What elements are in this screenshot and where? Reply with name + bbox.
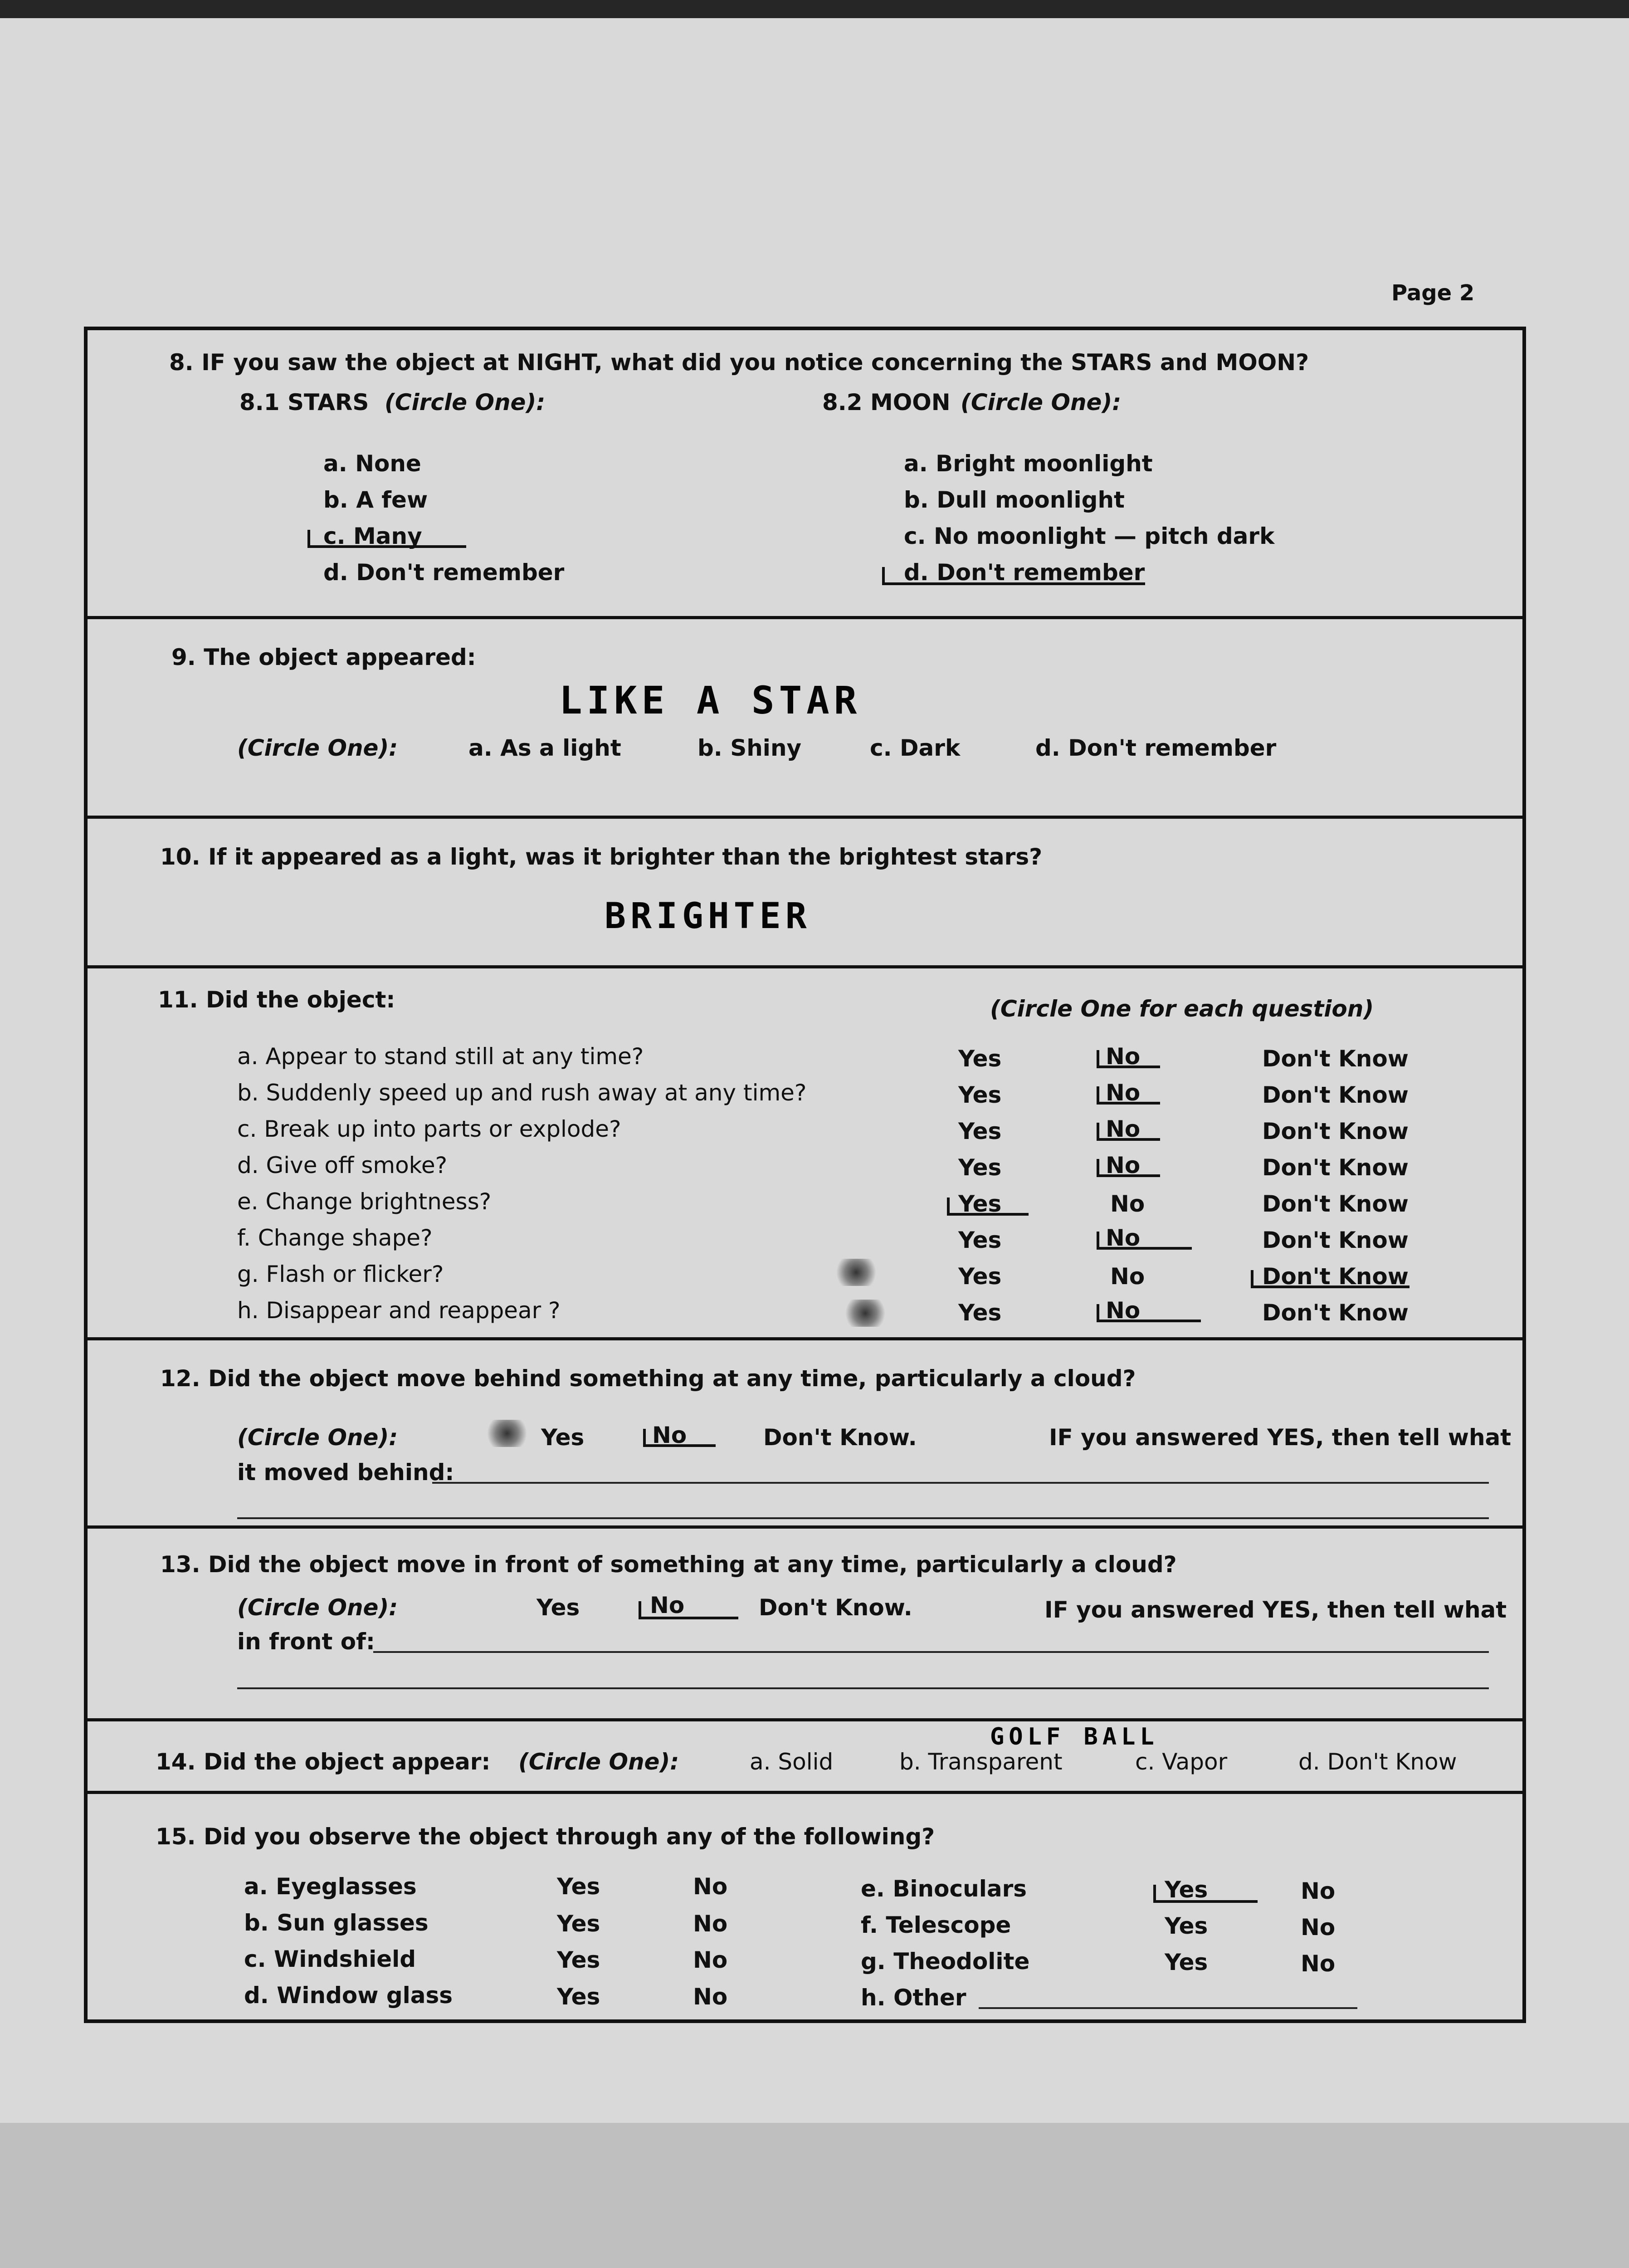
yes-option[interactable]: Yes: [958, 1191, 1002, 1217]
question-12-no[interactable]: No: [652, 1422, 687, 1448]
moon-d-checkmark: [882, 567, 1145, 585]
row-label: e. Binoculars: [861, 1876, 1027, 1902]
no-option[interactable]: No: [693, 1873, 728, 1900]
row-label: h. Disappear and reappear ?: [237, 1297, 561, 1324]
question-14-option-c[interactable]: c. Vapor: [1135, 1749, 1228, 1775]
scan-background: [0, 2123, 1629, 2268]
yes-option[interactable]: Yes: [1165, 1877, 1208, 1903]
dont-know-option[interactable]: Don't Know: [1262, 1154, 1409, 1181]
question-13-no-checkmark: [639, 1601, 738, 1619]
no-checkmark: [1097, 1159, 1160, 1177]
no-option[interactable]: No: [1301, 1914, 1336, 1941]
question-9-section: [88, 616, 1522, 816]
no-checkmark: [1097, 1123, 1160, 1141]
yes-option[interactable]: Yes: [958, 1082, 1002, 1108]
stars-heading: 8.1 STARS: [239, 389, 369, 415]
other-answer-line[interactable]: [979, 2007, 1357, 2009]
question-13-section: [88, 1525, 1522, 1718]
row-label: d. Window glass: [244, 1982, 453, 2009]
answer-line[interactable]: [432, 1482, 1489, 1484]
dont-know-option[interactable]: Don't Know: [1262, 1227, 1409, 1253]
no-option[interactable]: No: [693, 1911, 728, 1937]
question-10-section: [88, 816, 1522, 965]
question-9-option-a[interactable]: a. As a light: [468, 735, 621, 761]
row-label: g. Theodolite: [861, 1948, 1030, 1975]
question-11-section: [88, 965, 1522, 1337]
row-label: b. Suddenly speed up and rush away at any time?: [237, 1080, 807, 1106]
row-label: a. Appear to stand still at any time?: [237, 1043, 644, 1070]
no-option[interactable]: No: [1106, 1225, 1141, 1251]
question-15-section: [88, 1791, 1522, 2020]
question-14-hint: (Circle One):: [518, 1749, 679, 1775]
question-8-section: [88, 330, 1522, 616]
question-9-hint: (Circle One):: [237, 735, 398, 761]
dont-know-option[interactable]: Don't Know: [1262, 1191, 1409, 1217]
question-12-followup: IF you answered YES, then tell what: [1049, 1424, 1512, 1451]
yes-option[interactable]: Yes: [557, 1947, 600, 1973]
question-12-section: [88, 1337, 1522, 1525]
dont-know-option[interactable]: Don't Know: [1262, 1082, 1409, 1108]
yes-option[interactable]: Yes: [1165, 1913, 1208, 1939]
row-label: e. Change brightness?: [237, 1188, 492, 1215]
dont-know-option[interactable]: Don't Know: [1262, 1118, 1409, 1144]
question-13-dont-know[interactable]: Don't Know.: [759, 1594, 912, 1621]
no-option[interactable]: No: [1106, 1080, 1141, 1106]
stars-option-d[interactable]: d. Don't remember: [323, 559, 565, 586]
question-9-text: 9. The object appeared:: [171, 644, 476, 670]
dont-know-option[interactable]: Don't Know: [1262, 1300, 1409, 1326]
no-option[interactable]: No: [693, 1984, 728, 2010]
question-8-text: 8. IF you saw the object at NIGHT, what did you notice concerning the STARS and MOON?: [169, 349, 1309, 376]
moon-option-a[interactable]: a. Bright moonlight: [904, 450, 1153, 477]
question-12-yes[interactable]: Yes: [541, 1424, 585, 1451]
question-14-option-a[interactable]: a. Solid: [750, 1749, 834, 1775]
row-label: b. Sun glasses: [244, 1910, 429, 1936]
yes-option[interactable]: Yes: [557, 1911, 600, 1937]
no-option[interactable]: No: [1301, 1950, 1336, 1977]
question-9-option-c[interactable]: c. Dark: [870, 735, 961, 761]
question-12-hint: (Circle One):: [237, 1424, 398, 1451]
ink-smudge: [482, 1420, 532, 1447]
no-option[interactable]: No: [1106, 1116, 1141, 1142]
stars-option-b[interactable]: b. A few: [323, 487, 428, 513]
moon-heading: 8.2 MOON: [822, 389, 951, 415]
moon-hint: (Circle One):: [961, 389, 1122, 415]
no-checkmark: [1097, 1232, 1192, 1250]
stars-option-a[interactable]: a. None: [323, 450, 421, 477]
yes-option[interactable]: Yes: [958, 1118, 1002, 1144]
dont-know-option[interactable]: Don't Know: [1262, 1046, 1409, 1072]
questionnaire-form: [84, 327, 1526, 2023]
stars-option-c[interactable]: c. Many: [323, 523, 422, 549]
yes-option[interactable]: Yes: [557, 1984, 600, 2010]
question-13-no[interactable]: No: [650, 1592, 685, 1618]
yes-option[interactable]: Yes: [958, 1046, 1002, 1072]
row-label: f. Change shape?: [237, 1225, 433, 1251]
yes-checkmark: [1153, 1885, 1258, 1903]
question-13-hint: (Circle One):: [237, 1594, 398, 1621]
answer-line[interactable]: [237, 1517, 1489, 1519]
question-14-handwritten-answer: GOLF BALL: [990, 1723, 1159, 1750]
row-label: d. Give off smoke?: [237, 1152, 448, 1178]
yes-option[interactable]: Yes: [958, 1300, 1002, 1326]
ink-smudge: [831, 1259, 881, 1286]
no-option[interactable]: No: [1110, 1191, 1145, 1217]
question-10-handwritten-answer: BRIGHTER: [605, 896, 811, 937]
question-12-no-checkmark: [643, 1429, 716, 1447]
row-label: c. Windshield: [244, 1946, 416, 1972]
question-14-section: [88, 1718, 1522, 1791]
no-option[interactable]: No: [1106, 1297, 1141, 1324]
ink-smudge: [840, 1300, 890, 1327]
row-label: a. Eyeglasses: [244, 1873, 417, 1900]
no-option[interactable]: No: [1301, 1878, 1336, 1904]
no-checkmark: [1097, 1050, 1160, 1068]
row-label: g. Flash or flicker?: [237, 1261, 444, 1287]
question-14-option-b[interactable]: b. Transparent: [899, 1749, 1063, 1775]
no-checkmark: [1097, 1304, 1201, 1322]
question-9-handwritten-answer: LIKE A STAR: [559, 678, 862, 723]
yes-option[interactable]: Yes: [958, 1154, 1002, 1181]
yes-option[interactable]: Yes: [1165, 1949, 1208, 1975]
no-option[interactable]: No: [1110, 1263, 1145, 1290]
question-9-option-b[interactable]: b. Shiny: [697, 735, 802, 761]
question-10-text: 10. If it appeared as a light, was it brighter than the brightest stars?: [160, 844, 1043, 870]
answer-line[interactable]: [373, 1651, 1489, 1653]
row-label: f. Telescope: [861, 1912, 1011, 1938]
no-option[interactable]: No: [1106, 1152, 1141, 1178]
no-checkmark: [1097, 1086, 1160, 1105]
question-14-text: 14. Did the object appear:: [156, 1749, 491, 1775]
no-option[interactable]: No: [1106, 1043, 1141, 1070]
row-label: c. Break up into parts or explode?: [237, 1116, 621, 1142]
question-13-text: 13. Did the object move in front of something at any time, particularly a cloud?: [160, 1551, 1177, 1578]
no-option[interactable]: No: [693, 1947, 728, 1973]
question-11-hint: (Circle One for each question): [990, 996, 1374, 1022]
moon-option-d[interactable]: d. Don't remember: [904, 559, 1145, 586]
question-11-text: 11. Did the object:: [158, 987, 395, 1013]
question-12-followup-label: it moved behind:: [237, 1459, 454, 1486]
stars-c-checkmark: [307, 530, 466, 548]
yes-option[interactable]: Yes: [958, 1263, 1002, 1290]
yes-option[interactable]: Yes: [557, 1873, 600, 1900]
row-label: h. Other: [861, 1984, 966, 2011]
question-13-followup-label: in front of:: [237, 1628, 375, 1655]
stars-hint: (Circle One):: [385, 389, 546, 415]
dont-know-option[interactable]: Don't Know: [1262, 1263, 1409, 1290]
dont-know-checkmark: [1251, 1270, 1410, 1288]
question-14-option-d[interactable]: d. Don't Know: [1298, 1749, 1457, 1775]
question-12-text: 12. Did the object move behind something at any time, particularly a cloud?: [160, 1365, 1136, 1392]
moon-option-c[interactable]: c. No moonlight — pitch dark: [904, 523, 1275, 549]
question-13-yes[interactable]: Yes: [536, 1594, 580, 1621]
question-9-option-d[interactable]: d. Don't remember: [1035, 735, 1277, 761]
answer-line[interactable]: [237, 1687, 1489, 1689]
yes-option[interactable]: Yes: [958, 1227, 1002, 1253]
moon-option-b[interactable]: b. Dull moonlight: [904, 487, 1125, 513]
page-number: Page 2: [1391, 280, 1475, 306]
yes-checkmark: [947, 1198, 1029, 1216]
question-12-dont-know[interactable]: Don't Know.: [763, 1424, 917, 1451]
question-15-text: 15. Did you observe the object through any of the following?: [156, 1823, 935, 1850]
question-13-followup: IF you answered YES, then tell what: [1044, 1597, 1507, 1623]
